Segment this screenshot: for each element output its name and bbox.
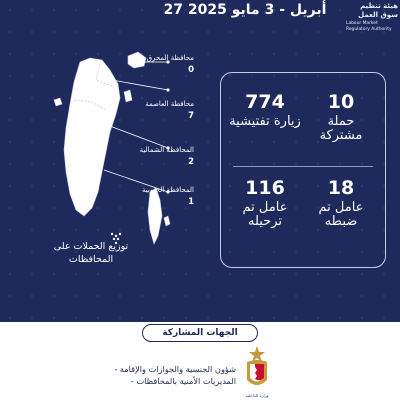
governorate-name: محافظة العاصمة: [145, 100, 194, 108]
governorate-name: المحافظة الشمالية: [139, 146, 194, 154]
stat-value: 774: [245, 91, 285, 113]
ministry-caption: وزارة الداخلية: [245, 393, 269, 398]
stat-value: 18: [327, 177, 355, 199]
governorate-count: 1: [188, 196, 194, 207]
lmra-logo: [346, 2, 398, 32]
stat-value: 10: [327, 91, 355, 113]
agencies-list: [114, 363, 236, 387]
governorate-name: المحافظة الجنوبية: [142, 186, 194, 194]
stat-value: 116: [245, 177, 285, 199]
umm-nasan-island: [54, 98, 62, 106]
governorate-count: 0: [188, 64, 194, 75]
stats-divider: [233, 166, 373, 167]
org-name-en: Labour Market Regulatory Authority: [346, 21, 392, 32]
org-name-ar: هيئة تنظيم سوق العمل: [358, 2, 398, 19]
agency-item: - المديريات الأمنية بالمحافظات: [130, 376, 236, 386]
agency-item: - شؤون الجنسية والجوازات والإقامة: [114, 364, 236, 374]
distribution-label: توزيع الحملات على المحافظات: [53, 241, 129, 265]
stat-label: حملة مشتركة: [319, 114, 363, 143]
stat-label: عامل تم ضبطه: [318, 200, 364, 229]
participants-title: الجهات المشاركة: [142, 324, 258, 342]
stats-box: [220, 72, 386, 268]
governorate-southern: [114, 186, 194, 207]
stat-label: عامل تم ترحيله: [242, 200, 288, 229]
governorate-name: محافظة المحرق: [146, 54, 194, 62]
stat-workers-deported: [229, 177, 301, 229]
bahrain-main-island: [64, 58, 120, 216]
date-range: 27 أبريل - 3 مايو 2025: [163, 2, 327, 18]
ministry-emblem-icon: [244, 344, 270, 396]
leader-line-capital: [112, 80, 168, 90]
hawar-islet: [164, 216, 170, 226]
stat-inspection-visits: [229, 91, 301, 129]
governorate-count: 7: [188, 110, 194, 121]
governorate-capital: [114, 100, 194, 121]
governorate-northern: [114, 146, 194, 167]
governorate-count: 2: [188, 156, 194, 167]
stat-label: زيارة تفتيشية: [229, 114, 301, 129]
stat-workers-arrested: [305, 177, 377, 229]
governorate-muharraq: [114, 54, 194, 75]
stat-joint-campaigns: [305, 91, 377, 143]
